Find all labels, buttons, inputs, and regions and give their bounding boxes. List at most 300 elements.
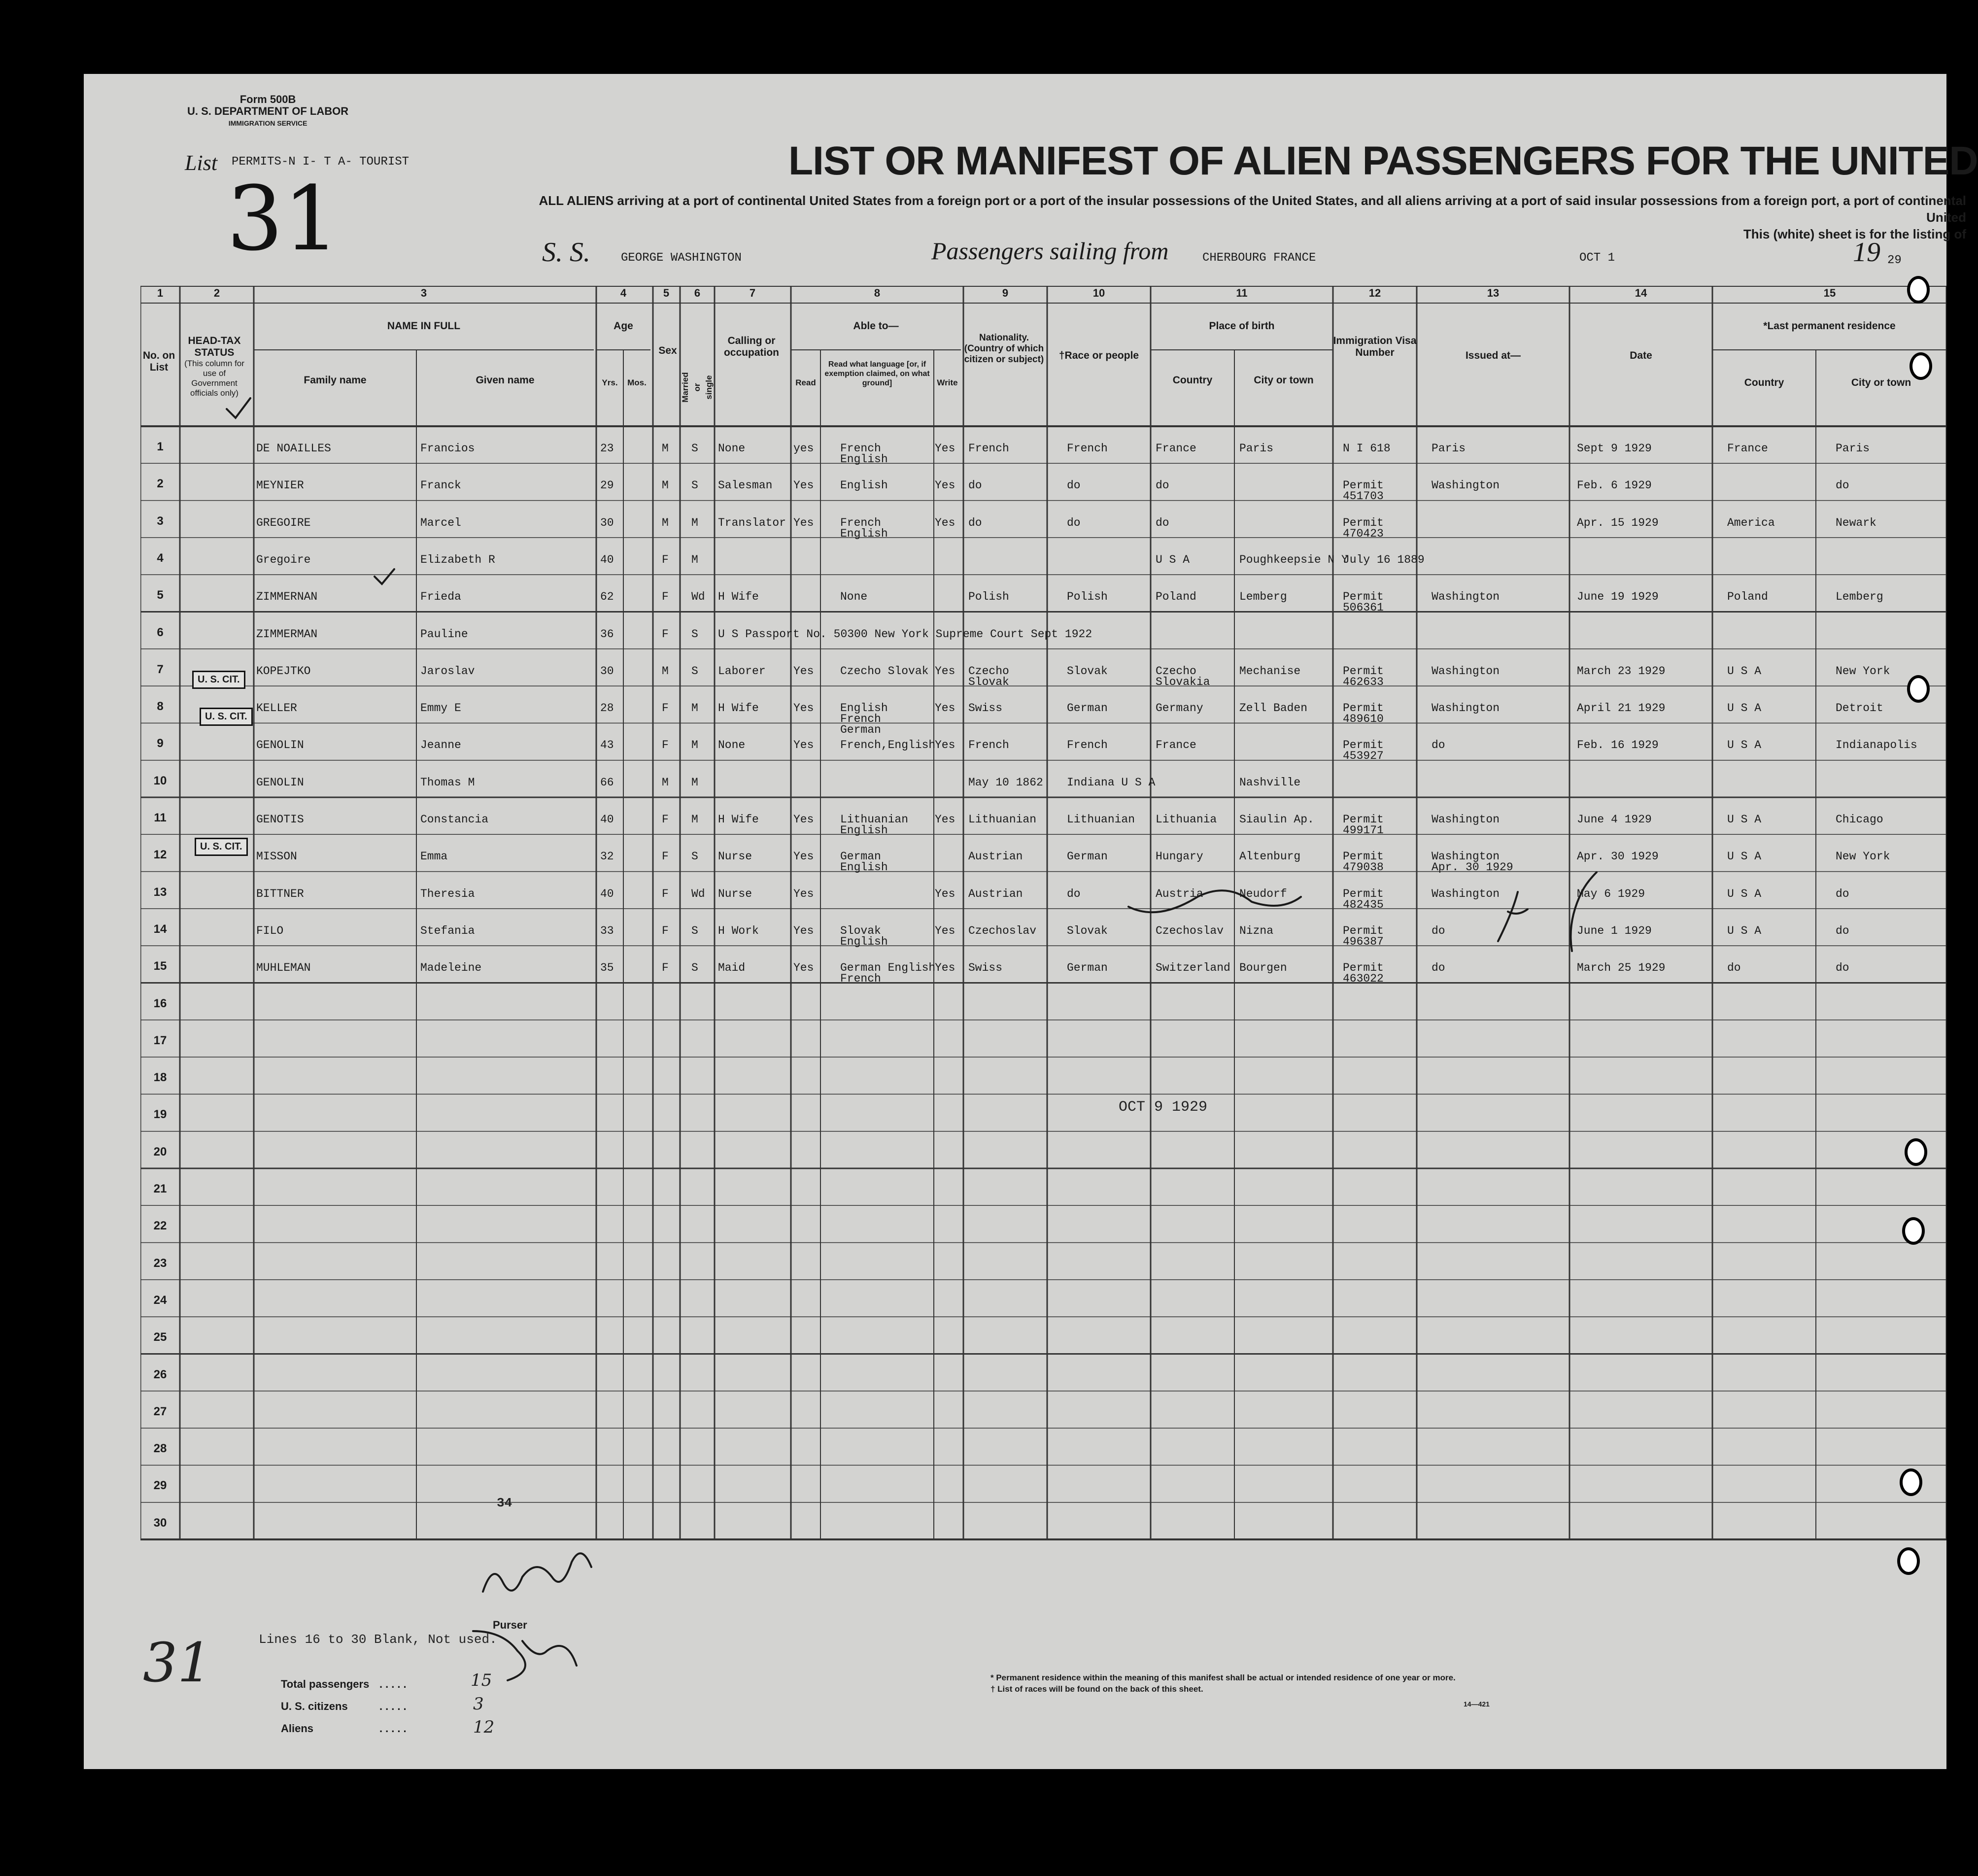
res-city: Newark [1836,516,1876,529]
issue-date: March 23 1929 [1577,664,1666,678]
given-name: Stefania [420,924,475,937]
issued-at: Washington [1432,887,1500,900]
list-number: 31 [227,168,340,271]
passenger-table [140,286,1946,1680]
calling: None [718,442,746,455]
header-issued-at: Issued at— [1465,350,1521,361]
nationality: May 10 1862 [968,776,1043,789]
age-years: 30 [600,516,614,529]
issue-date: Sept 9 1929 [1577,442,1652,455]
race: Indiana U S A [1067,776,1156,789]
column-number: 3 [420,287,427,299]
nationality: Lithuanian [968,813,1037,826]
marital-status: M [691,516,698,529]
language: French [840,442,881,455]
nationality: French [968,442,1009,455]
family-name: ZIMMERMAN [256,627,318,641]
sex: M [662,664,669,678]
race: Slovak [1067,924,1108,937]
age-years: 36 [600,627,614,641]
race: Polish [1067,590,1108,604]
age-years: 35 [600,961,614,975]
marital-status: S [691,627,698,641]
sex: F [662,961,669,975]
age-years: 40 [600,887,614,900]
nationality: Czechoslav [968,924,1037,937]
head-tax-note: (This column for use of Government officials only) [184,359,244,398]
birth-country: Germany [1156,702,1203,715]
race: do [1067,479,1081,492]
column-number: 5 [663,287,670,299]
res-city: do [1836,924,1849,937]
binder-hole [1902,1217,1925,1245]
sex: F [662,553,669,566]
visa-number: July 16 1889 [1343,553,1425,566]
language-2: English [840,453,888,466]
blank-lines-note: Lines 16 to 30 Blank, Not used. [259,1632,497,1647]
visa-number: Permit [1343,516,1384,529]
res-country: U S A [1727,887,1762,900]
res-country: U S A [1727,813,1762,826]
handwritten-sheet-number: 31 [143,1631,212,1694]
sex: F [662,850,669,863]
nationality: do [968,516,982,529]
marital-status: M [691,553,698,566]
ship-name: GEORGE WASHINGTON [621,251,742,265]
row-number: 8 [157,700,164,714]
calling: Salesman [718,479,773,492]
res-city: Lemberg [1836,590,1883,604]
column-number: 1 [157,287,164,299]
given-name: Constancia [420,813,489,826]
column-number: 8 [874,287,881,299]
race: French [1067,442,1108,455]
nationality: Austrian [968,887,1023,900]
list-label: List [185,151,218,175]
visa-number-2: 496387 [1343,935,1384,948]
can-write: Yes [935,664,955,678]
family-name: KELLER [256,702,297,715]
binder-hole [1907,276,1930,304]
header-res-country: Country [1744,377,1784,388]
res-city: Detroit [1836,702,1883,715]
family-name: ZIMMERNAN [256,590,318,604]
form-code: 14—421 [1464,1700,1490,1708]
header-date: Date [1630,350,1652,361]
res-country: do [1727,961,1741,975]
row-number: 25 [153,1330,167,1344]
total-passengers-value: 15 [471,1671,492,1690]
marital-status: S [691,442,698,455]
sex: M [662,776,669,789]
given-name: Frieda [420,590,461,604]
column-number: 7 [749,287,756,299]
given-name: Madeleine [420,961,482,975]
birth-country: do [1156,516,1169,529]
sex: M [662,479,669,492]
language-2: French [840,972,881,986]
row-number: 12 [153,848,167,862]
row-number: 11 [154,811,167,824]
column-number: 14 [1635,287,1647,299]
can-write: Yes [935,813,955,826]
age-years: 66 [600,776,614,789]
family-name: DE NOAILLES [256,442,331,455]
language-2: English [840,935,888,948]
nationality: Swiss [968,961,1003,975]
can-read: Yes [793,924,814,937]
visa-number: Permit [1343,664,1384,678]
visa-number-2: 463022 [1343,972,1384,986]
total-passengers-label: Total passengers [281,1678,370,1690]
port-name: CHERBOURG FRANCE [1202,251,1316,265]
can-read: Yes [793,516,814,529]
list-type: PERMITS-N I- T A- TOURIST [232,155,409,169]
language: Slovak [840,924,881,937]
marital-status: S [691,664,698,678]
header-visa: Immigration Visa Number [1333,335,1417,358]
age-years: 28 [600,702,614,715]
issued-at: Washington [1432,664,1500,678]
given-name: Franck [420,479,461,492]
calling: U S Passport No. 50300 New York Supreme Court Sept 1922 [718,627,1092,641]
issued-at: Washington [1432,479,1500,492]
age-years: 40 [600,553,614,566]
row-number: 10 [153,774,167,787]
form-header [187,94,348,129]
visa-number-2: 462633 [1343,675,1384,688]
calling: H Wife [718,702,759,715]
sex: F [662,627,669,641]
can-write: Yes [935,739,955,752]
row-number: 5 [157,588,164,602]
birth-country-2: Slovakia [1156,675,1210,688]
visa-number-2: 499171 [1343,824,1384,837]
purser-label: Purser [493,1619,527,1631]
marital-status: Wd [691,887,705,900]
family-name: MUHLEMAN [256,961,311,975]
header-nationality: Nationality. (Country of which citizen or subject) [964,333,1044,365]
sex: F [662,702,669,715]
binder-hole [1905,1138,1927,1166]
marital-status: S [691,850,698,863]
can-read: Yes [793,702,814,715]
res-city: Indianapolis [1836,739,1917,752]
age-years: 62 [600,590,614,604]
race: do [1067,516,1081,529]
family-name: GENOLIN [256,776,304,789]
nationality: do [968,479,982,492]
res-city: Chicago [1836,813,1883,826]
header-read: Read [795,378,816,387]
head-tax-label: HEAD-TAX STATUS [188,335,241,358]
given-name: Elizabeth R [420,553,495,566]
row-number: 30 [153,1516,167,1530]
column-number: 10 [1092,287,1105,299]
header-given-name: Given name [476,375,535,386]
header-married: Married or single [681,372,714,403]
header-place-of-birth: Place of birth [1209,320,1275,332]
issue-date: June 4 1929 [1577,813,1652,826]
row-number: 7 [157,662,164,676]
form-number: Form 500B [239,93,296,105]
visa-number-2: 482435 [1343,898,1384,911]
family-name: GENOTIS [256,813,304,826]
row-number: 1 [157,440,164,453]
row-number: 23 [153,1256,167,1270]
department-name: U. S. DEPARTMENT OF LABOR [187,105,349,117]
marital-status: Wd [691,590,705,604]
sex: F [662,924,669,937]
can-read: Yes [793,850,814,863]
page-subtitle [517,192,1966,242]
visa-number-2: 506361 [1343,601,1384,614]
ss-label: S. S. [542,237,590,268]
header-head-tax [180,335,249,398]
visa-number: Permit [1343,739,1384,752]
issue-date: June 1 1929 [1577,924,1652,937]
res-city: do [1836,479,1849,492]
header-birth-country: Country [1172,375,1213,386]
age-years: 30 [600,664,614,678]
service-name: IMMIGRATION SERVICE [228,119,307,127]
race: German [1067,850,1108,863]
citizens-dots: ..... [379,1700,409,1712]
issue-date: Feb. 16 1929 [1577,739,1659,752]
sailing-date: OCT 1 [1579,251,1615,265]
family-name: GREGOIRE [256,516,311,529]
visa-number: Permit [1343,590,1384,604]
given-name: Theresia [420,887,475,900]
issued-at: Washington [1432,590,1500,604]
row-number: 3 [157,514,164,528]
binder-hole [1910,352,1932,380]
birth-country: U S A [1156,553,1190,566]
can-read: Yes [793,664,814,678]
binder-hole [1897,1547,1920,1575]
birth-country: do [1156,479,1169,492]
issue-date: June 19 1929 [1577,590,1659,604]
language-3: German [840,723,881,737]
birth-country: Poland [1156,590,1196,604]
birth-country: France [1156,739,1196,752]
header-age: Age [614,320,633,332]
visa-number-2: 489610 [1343,713,1384,726]
marital-status: M [691,776,698,789]
race: German [1067,702,1108,715]
us-citizens-value: 3 [473,1694,484,1714]
issued-at: Washington [1432,813,1500,826]
row-number: 6 [157,625,164,639]
family-name: BITTNER [256,887,304,900]
race: do [1067,887,1081,900]
birth-country: Switzerland [1156,961,1230,975]
us-citizen-stamp: U. S. CIT. [192,671,245,689]
issued-at: Washington [1432,702,1500,715]
language: Lithuanian [840,813,909,826]
age-years: 23 [600,442,614,455]
inspector-date-stamp: OCT 9 1929 [1119,1099,1208,1116]
family-name: Gregoire [256,553,311,566]
row-number: 22 [153,1219,167,1233]
row-number: 26 [153,1367,167,1381]
race: Lithuanian [1067,813,1135,826]
column-number: 9 [1002,287,1009,299]
birth-city: Poughkeepsie N Y [1239,553,1348,566]
res-country: U S A [1727,924,1762,937]
birth-city: Nizna [1239,924,1274,937]
birth-city: Mechanise [1239,664,1301,678]
issue-date: Apr. 15 1929 [1577,516,1659,529]
marital-status: M [691,702,698,715]
birth-country: Austria [1156,887,1203,900]
year-suffix: 29 [1887,254,1902,267]
marital-status: S [691,961,698,975]
res-country: U S A [1727,739,1762,752]
marital-status: M [691,813,698,826]
res-country: Poland [1727,590,1768,604]
language: French,English [840,739,936,752]
language-2: French [840,713,881,726]
row-number: 4 [157,551,164,565]
row-number: 16 [153,996,167,1010]
language: English [840,479,888,492]
aliens-value: 12 [473,1717,495,1737]
age-years: 29 [600,479,614,492]
birth-city: Lemberg [1239,590,1287,604]
column-number: 13 [1487,287,1500,299]
visa-number: Permit [1343,961,1384,975]
age-years: 43 [600,739,614,752]
visa-number: Permit [1343,887,1384,900]
row-number: 27 [153,1404,167,1418]
table-rules [140,286,1946,1680]
visa-number-2: 470423 [1343,527,1384,540]
family-name: MEYNIER [256,479,304,492]
can-write: Yes [935,479,955,492]
header-sex: Sex [658,345,677,356]
can-read: Yes [793,887,814,900]
sex: M [662,516,669,529]
row-number: 15 [153,959,167,973]
birth-city: Nashville [1239,776,1301,789]
age-years: 32 [600,850,614,863]
given-name: Jaroslav [420,664,475,678]
can-write: Yes [935,702,955,715]
row-number: 9 [157,737,164,750]
visa-number: Permit [1343,702,1384,715]
race: Slovak [1067,664,1108,678]
res-city: Paris [1836,442,1870,455]
calling: H Wife [718,813,759,826]
language: German English [840,961,936,975]
header-read-what: Read what language [or, if exemption claimed, on what ground] [824,360,930,387]
nationality: French [968,739,1009,752]
given-name: Jeanne [420,739,461,752]
language: None [840,590,868,604]
res-city: do [1836,887,1849,900]
race: French [1067,739,1108,752]
can-read: yes [793,442,814,455]
visa-number: Permit [1343,813,1384,826]
sex: F [662,590,669,604]
sailing-label: Passengers sailing from [931,237,1169,265]
manifest-sheet [84,74,1978,1769]
row-number: 18 [153,1071,167,1085]
header-yrs: Yrs. [602,378,618,387]
given-name: Marcel [420,516,461,529]
age-years: 33 [600,924,614,937]
nationality-2: Slovak [968,675,1009,688]
issue-date: April 21 1929 [1577,702,1666,715]
header-family-name: Family name [304,375,367,386]
row-number: 21 [153,1182,167,1195]
subtitle-line-2: This (white) sheet is for the listing of [1743,227,1966,241]
header-mos: Mos. [627,378,647,387]
res-country: U S A [1727,850,1762,863]
issue-date: Feb. 6 1929 [1577,479,1652,492]
can-read: Yes [793,479,814,492]
res-city: New York [1836,664,1890,678]
language-2: English [840,527,888,540]
header-res-city: City or town [1851,377,1911,388]
sex: M [662,442,669,455]
header-calling: Calling or occupation [723,335,779,358]
can-write: Yes [935,961,955,975]
column-number: 12 [1368,287,1381,299]
aliens-label: Aliens [281,1722,314,1735]
birth-country: Hungary [1156,850,1203,863]
row-number: 28 [153,1442,167,1456]
marital-status: S [691,924,698,937]
family-name: MISSON [256,850,297,863]
subtitle-line-1: ALL ALIENS arriving at a port of continental United States from a foreign port or a port of the insular possessions of the United States, and all aliens arriving at a port of said insular possessions from a foreign port, a port of continental United [539,193,1966,225]
age-years: 40 [600,813,614,826]
language-2: English [840,824,888,837]
nationality: Swiss [968,702,1003,715]
calling: H Work [718,924,759,937]
nationality: Austrian [968,850,1023,863]
birth-country: Lithuania [1156,813,1217,826]
res-city: do [1836,961,1849,975]
issued-at-2: Apr. 30 1929 [1432,861,1513,874]
calling: None [718,739,746,752]
birth-country: France [1156,442,1196,455]
birth-city: Altenburg [1239,850,1301,863]
given-name: Thomas M [420,776,475,789]
sex: F [662,739,669,752]
race: German [1067,961,1108,975]
row-number: 29 [153,1479,167,1493]
family-name: GENOLIN [256,739,304,752]
issued-at: Paris [1432,442,1466,455]
column-number: 6 [694,287,701,299]
visa-number: Permit [1343,479,1384,492]
family-name: KOPEJTKO [256,664,311,678]
can-write: Yes [935,924,955,937]
res-country: America [1727,516,1775,529]
res-country: U S A [1727,702,1762,715]
page-title: LIST OR MANIFEST OF ALIEN PASSENGERS FOR THE UNITED [788,138,1978,183]
header-no-on-list: No. on List [142,350,175,373]
can-write: Yes [935,516,955,529]
footnote-races: † List of races will be found on the back of this sheet. [990,1684,1203,1694]
family-name: FILO [256,924,284,937]
language-2: English [840,861,888,874]
birth-city: Siaulin Ap. [1239,813,1314,826]
header-write: Write [937,378,958,387]
res-country: France [1727,442,1768,455]
